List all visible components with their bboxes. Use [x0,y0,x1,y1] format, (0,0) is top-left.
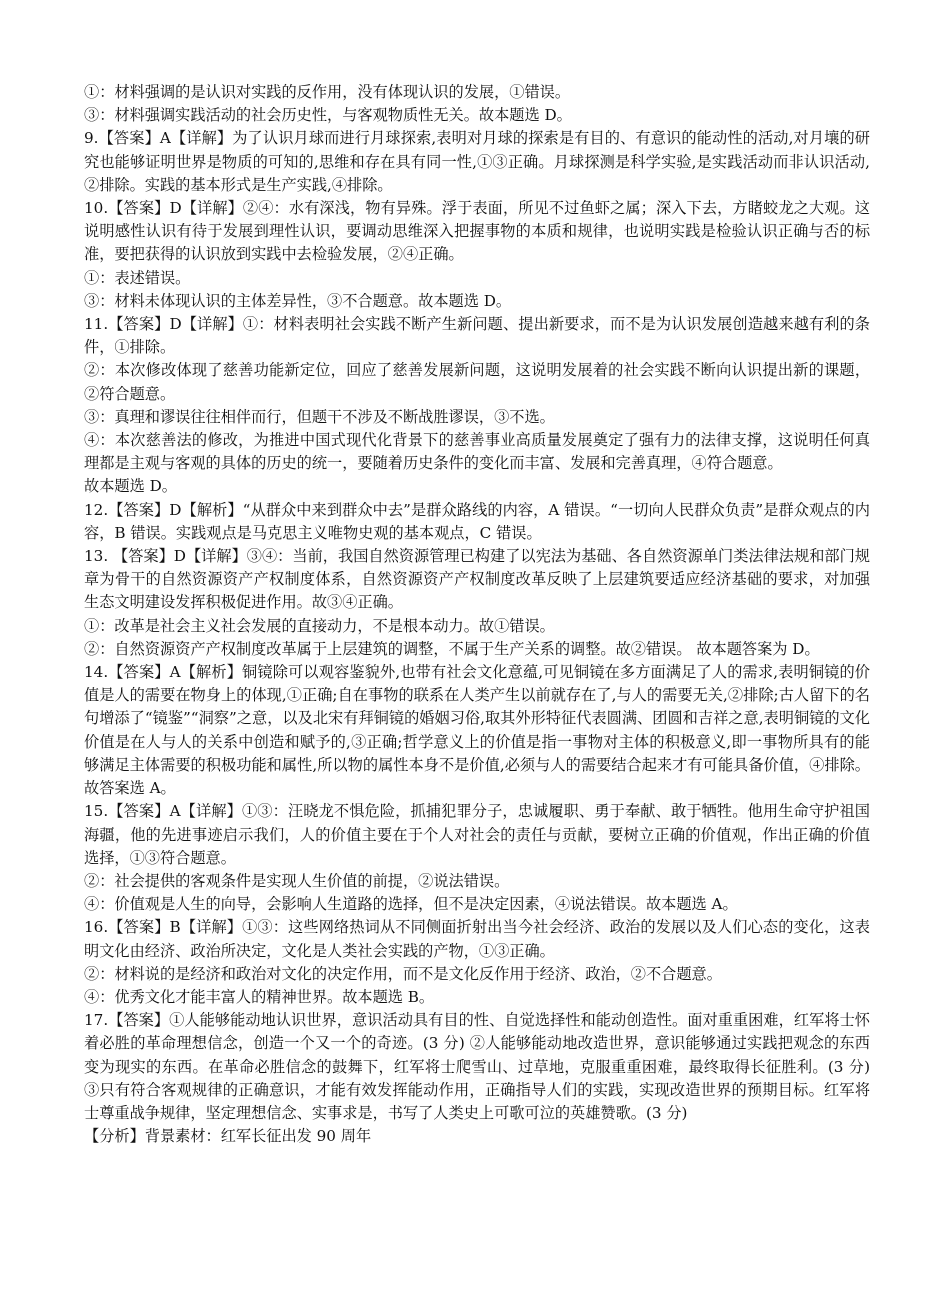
paragraph-answer-14: 14.【答案】A【解析】铜镜除可以观容鉴貌外,也带有社会文化意蕴,可见铜镜在多方面满足了人的需求,表明铜镜的价值是人的需要在物身上的体现,①正确;自在事物的联系在人类产生以前就存在了,与人的需要无关,②排除;古人留下的名句增添了“镜鉴”“洞察”之意，以及北宋有拜铜镜的婚姻习俗,取其外形特征代表圆满、团圆和吉祥之意,表明铜镜的文化价值是在人与人的关系中创造和赋予的,③正确;哲学意义上的价值是指一事物对主体的积极意义,即一事物所具有的能够满足主体需要的积极功能和属性,所以物的属性本身不是价值,必须与人的需要结合起来才有可能具备价值，④排除。故答案选 A。 [84,663,870,798]
paragraph-15-note-4: ④：价值观是人生的向导，会影响人生道路的选择，但不是决定因素，④说法错误。故本题选 A。 [84,895,738,914]
paragraph-answer-15: 15.【答案】A【详解】①③：汪晓龙不惧危险，抓捕犯罪分子，忠诚履职、勇于奉献、敢于牺牲。他用生命守护祖国海疆，他的先进事迹启示我们，人的价值主要在于个人对社会的责任与贡献，要树立正确的价值观，作出正确的价值选择，①③符合题意。 [84,802,870,867]
paragraph-10-note-1: ①：表述错误。 [84,268,191,287]
paragraph-note-3: ③：材料强调实践活动的社会历史性，与客观物质性无关。故本题选 D。 [84,106,572,125]
paragraph-13-note-2: ②：自然资源资产产权制度改革属于上层建筑的调整，不属于生产关系的调整。故②错误。 故本题答案为 D。 [84,639,820,658]
paragraph-answer-17: 17.【答案】①人能够能动地认识世界，意识活动具有目的性、自觉选择性和能动创造性。面对重重困难，红军将士怀着必胜的革命理想信念，创造一个又一个的奇迹。(3 分) ②人能够能动地改造世界，意识能够通过实践把观念的东西变为现实的东西。在革命必胜信念的鼓舞下，红军将士爬雪山、过草地，克服重重困难，最终取得长征胜利。(3 分) ③只有符合客观规律的正确意识，才能有效发挥能动作用，正确指导人们的实践，实现改造世界的预期目标。红军将士尊重战争规律，坚定理想信念、实事求是，书写了人类史上可歌可泣的英雄赞歌。(3 分) [84,1011,870,1122]
paragraph-answer-12: 12.【答案】D【解析】“从群众中来到群众中去”是群众路线的内容，A 错误。“一切向人民群众负责”是群众观点的内容，B 错误。实践观点是马克思主义唯物史观的基本观点，C 错误。 [84,500,870,542]
paragraph-11-conclusion: 故本题选 D。 [84,477,177,496]
paragraph-answer-9: 9.【答案】A【详解】为了认识月球而进行月球探索,表明对月球的探索是有目的、有意识的能动性的活动,对月壤的研究也能够证明世界是物质的可知的,思维和存在具有同一性,①③正确。月球探测是科学实验,是实践活动而非认识活动,②排除。实践的基本形式是生产实践,④排除。 [84,129,870,194]
answer-document [84,81,870,1148]
paragraph-11-note-4: ④：本次慈善法的修改，为推进中国式现代化背景下的慈善事业高质量发展奠定了强有力的法律支撑，这说明任何真理都是主观与客观的具体的历史的统一，要随着历史条件的变化而丰富、发展和完善真理，④符合题意。 [84,431,870,473]
paragraph-16-note-2: ②：材料说的是经济和政治对文化的决定作用，而不是文化反作用于经济、政治，②不合题意。 [84,964,722,983]
paragraph-16-note-4: ④：优秀文化才能丰富人的精神世界。故本题选 B。 [84,987,435,1006]
paragraph-answer-10: 10.【答案】D【详解】②④：水有深浅，物有异殊。浮于表面，所见不过鱼虾之属；深入下去，方睹蛟龙之大观。这说明感性认识有待于发展到理性认识，要调动思维深入把握事物的本质和规律，也说明实践是检验认识正确与否的标准，要把获得的认识放到实践中去检验发展，②④正确。 [84,199,870,264]
paragraph-11-note-3: ③：真理和谬误往往相伴而行，但题干不涉及不断战胜谬误，③不选。 [84,407,555,426]
paragraph-answer-13: 13. 【答案】D【详解】③④：当前，我国自然资源管理已构建了以宪法为基础、各自然资源单门类法律法规和部门规章为骨干的自然资源资产产权制度体系，自然资源资产产权制度改革反映了上层建筑要适应经济基础的要求，对加强生态文明建设发挥积极促进作用。故③④正确。 [84,547,870,612]
paragraph-13-note-1: ①：改革是社会主义社会发展的直接动力，不是根本动力。故①错误。 [84,616,555,635]
paragraph-10-note-3: ③：材料未体现认识的主体差异性，③不合题意。故本题选 D。 [84,291,512,310]
paragraph-17-analysis: 【分析】背景素材：红军长征出发 90 周年 [84,1127,372,1146]
paragraph-11-note-2: ②：本次修改体现了慈善功能新定位，回应了慈善发展新问题，这说明发展着的社会实践不断向认识提出新的课题，②符合题意。 [84,361,870,403]
paragraph-answer-16: 16.【答案】B【详解】①③：这些网络热词从不同侧面折射出当今社会经济、政治的发展以及人们心态的变化，这表明文化由经济、政治所决定，文化是人类社会实践的产物，①③正确。 [84,918,870,960]
paragraph-15-note-2: ②：社会提供的客观条件是实现人生价值的前提，②说法错误。 [84,871,510,890]
paragraph-note-1: ①：材料强调的是认识对实践的反作用，没有体现认识的发展，①错误。 [84,83,570,101]
paragraph-answer-11: 11.【答案】D【详解】①：材料表明社会实践不断产生新问题、提出新要求，而不是为认识发展创造越来越有利的条件，①排除。 [84,315,870,357]
